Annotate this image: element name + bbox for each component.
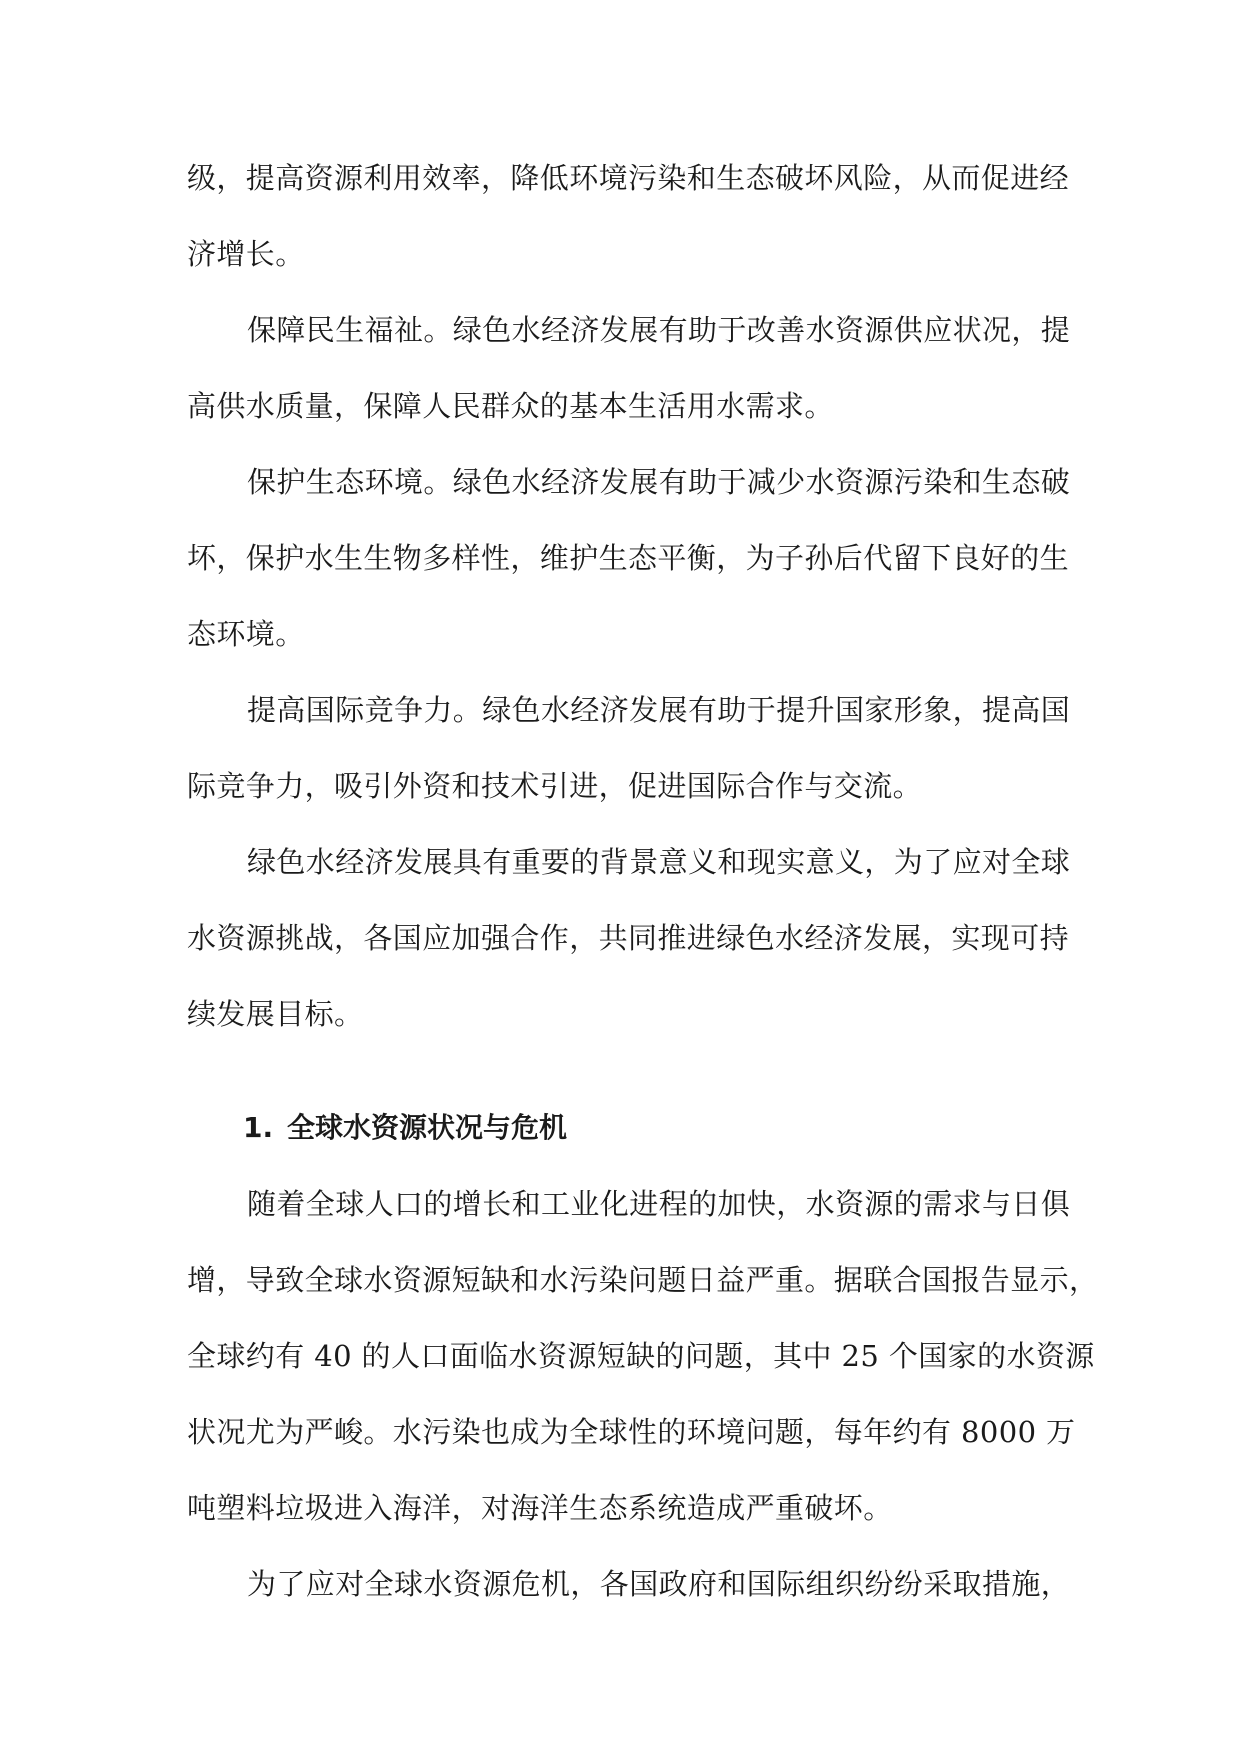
text-line: 提高国际竞争力。绿色水经济发展有助于提升国家形象，提高国 — [247, 693, 1071, 727]
paragraph — [187, 824, 1071, 1052]
text-line: 续发展目标。 — [187, 997, 364, 1031]
section-spacer — [187, 1052, 1059, 1090]
text-line: 济增长。 — [187, 237, 305, 271]
document-body — [187, 140, 1099, 1622]
text-line: 为了应对全球水资源危机，各国政府和国际组织纷纷采取措施， — [247, 1567, 1071, 1601]
paragraph — [187, 140, 1070, 292]
section-heading — [187, 1090, 1059, 1166]
text-line: 绿色水经济发展具有重要的背景意义和现实意义，为了应对全球 — [247, 845, 1071, 879]
text-line: 吨塑料垃圾进入海洋，对海洋生态系统造成严重破坏。 — [187, 1491, 893, 1525]
text-line: 保障民生福祉。绿色水经济发展有助于改善水资源供应状况，提 — [247, 313, 1071, 347]
paragraph — [187, 1546, 1071, 1622]
text-line: 增，导致全球水资源短缺和水污染问题日益严重。据联合国报告显示， — [187, 1263, 1099, 1297]
text-line: 态环境。 — [187, 617, 305, 651]
paragraph — [187, 672, 1071, 824]
text-line: 际竞争力，吸引外资和技术引进，促进国际合作与交流。 — [187, 769, 923, 803]
text-line: 状况尤为严峻。水污染也成为全球性的环境问题，每年约有 8000 万 — [187, 1415, 1076, 1449]
paragraph — [187, 444, 1071, 672]
paragraph — [187, 1166, 1099, 1546]
text-line: 级，提高资源利用效率，降低环境污染和生态破坏风险，从而促进经 — [187, 161, 1070, 195]
text-line: 坏，保护水生生物多样性，维护生态平衡，为子孙后代留下良好的生 — [187, 541, 1070, 575]
section-number: 1. — [243, 1111, 274, 1144]
text-line: 高供水质量，保障人民群众的基本生活用水需求。 — [187, 389, 834, 423]
text-line: 水资源挑战，各国应加强合作，共同推进绿色水经济发展，实现可持 — [187, 921, 1070, 955]
section-title: 全球水资源状况与危机 — [287, 1111, 568, 1144]
text-line: 全球约有 40 的人口面临水资源短缺的问题，其中 25 个国家的水资源 — [187, 1339, 1095, 1373]
text-line: 保护生态环境。绿色水经济发展有助于减少水资源污染和生态破 — [247, 465, 1071, 499]
text-line: 随着全球人口的增长和工业化进程的加快，水资源的需求与日俱 — [247, 1187, 1071, 1221]
paragraph — [187, 292, 1071, 444]
